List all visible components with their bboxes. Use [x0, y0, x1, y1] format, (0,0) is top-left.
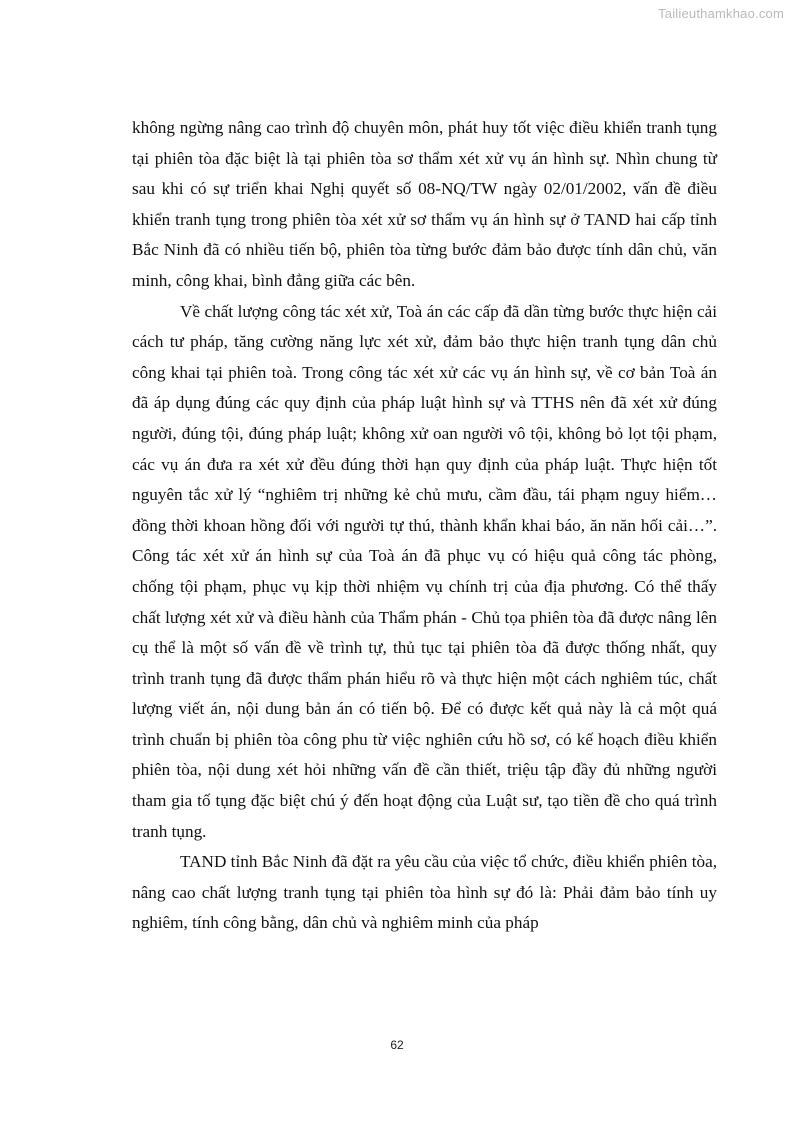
paragraph-continuation: không ngừng nâng cao trình độ chuyên môn, phát huy tốt việc điều khiển tranh tụng tại phiên tòa đặc biệt là tại phiên tòa sơ thẩm xét xử vụ án hình sự. Nhìn chung từ sau khi có sự triển khai Nghị quyết số 08-NQ/TW ngày 02/01/2002, vấn đề điều khiển tranh tụng trong phiên tòa xét xử sơ thẩm vụ án hình sự ở TAND hai cấp tỉnh Bắc Ninh đã có nhiều tiến bộ, phiên tòa từng bước đảm bảo được tính dân chủ, văn minh, công khai, bình đẳng giữa các bên.: [132, 118, 717, 290]
document-body: [132, 113, 717, 939]
page-number: 62: [390, 1038, 404, 1052]
paragraph-bac-ninh-requirements: TAND tỉnh Bắc Ninh đã đặt ra yêu cầu của việc tổ chức, điều khiển phiên tòa, nâng cao chất lượng tranh tụng tại phiên tòa hình sự đó là: Phải đảm bảo tính uy nghiêm, tính công bằng, dân chủ và nghiêm minh của pháp: [132, 852, 717, 933]
watermark-text: Tailieuthamkhao.com: [658, 6, 784, 21]
paragraph-adjudication-quality: Về chất lượng công tác xét xử, Toà án các cấp đã dần từng bước thực hiện cải cách tư pháp, tăng cường năng lực xét xử, đảm bảo thực hiện tranh tụng dân chủ công khai tại phiên toà. Trong công tác xét xử các vụ án hình sự, về cơ bản Toà án đã áp dụng đúng các quy định của pháp luật hình sự và TTHS nên đã xét xử đúng người, đúng tội, đúng pháp luật; không xử oan người vô tội, không bỏ lọt tội phạm, các vụ án đưa ra xét xử đều đúng thời hạn quy định của pháp luật. Thực hiện tốt nguyên tắc xử lý “nghiêm trị những kẻ chủ mưu, cầm đầu, tái phạm nguy hiểm… đồng thời khoan hồng đối với người tự thú, thành khẩn khai báo, ăn năn hối cải…”. Công tác xét xử án hình sự của Toà án đã phục vụ có hiệu quả công tác phòng, chống tội phạm, phục vụ kịp thời nhiệm vụ chính trị của địa phương. Có thể thấy chất lượng xét xử và điều hành của Thẩm phán - Chủ tọa phiên tòa đã được nâng lên cụ thể là một số vấn đề về trình tự, thủ tục tại phiên tòa đã được thống nhất, quy trình tranh tụng đã được thẩm phán hiểu rõ và thực hiện một cách nghiêm túc, chất lượng viết án, nội dung bản án có tiến bộ. Để có được kết quả này là cả một quá trình chuẩn bị phiên tòa công phu từ việc nghiên cứu hồ sơ, có kế hoạch điều khiển phiên tòa, nội dung xét hỏi những vấn đề cần thiết, triệu tập đầy đủ những người tham gia tố tụng đặc biệt chú ý đến hoạt động của Luật sư, tạo tiền đề cho quá trình tranh tụng.: [132, 301, 717, 841]
